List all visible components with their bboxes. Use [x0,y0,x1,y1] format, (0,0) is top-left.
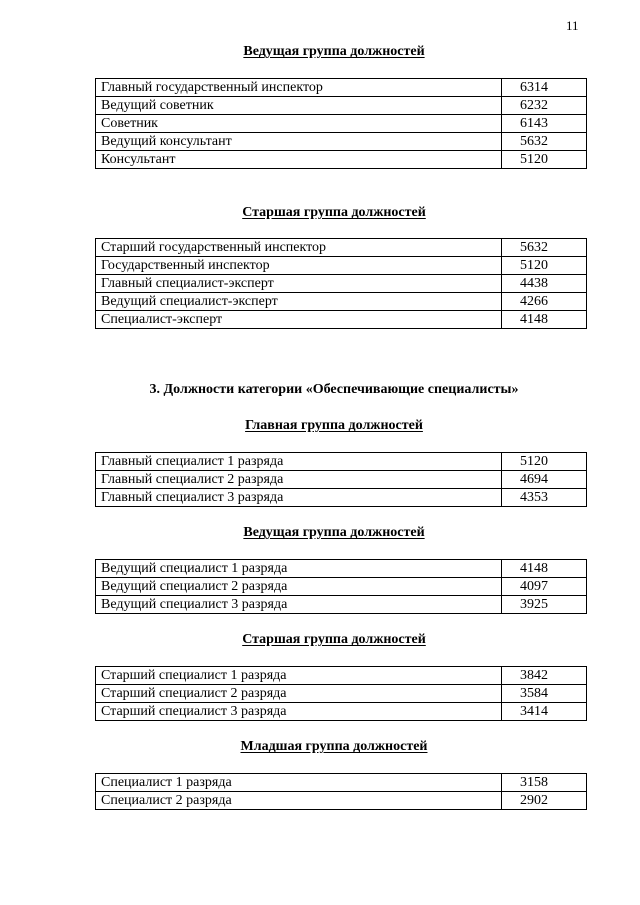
table-row [96,685,587,703]
position-salary: 4353 [502,489,587,507]
positions-table-senior [95,238,587,329]
position-salary: 3414 [502,703,587,721]
table-row [96,792,587,810]
table-row [96,703,587,721]
position-name: Главный государственный инспектор [96,79,502,97]
positions-table-senior-specialists [95,666,587,721]
position-salary: 3584 [502,685,587,703]
section-title: 3. Должности категории «Обеспечивающие специалисты» [149,382,519,397]
position-salary: 4694 [502,471,587,489]
position-name: Ведущий консультант [96,133,502,151]
position-salary: 5120 [502,453,587,471]
positions-table-main [95,452,587,507]
position-name: Государственный инспектор [96,257,502,275]
position-salary: 5632 [502,239,587,257]
table-row [96,257,587,275]
position-name: Главный специалист-эксперт [96,275,502,293]
position-salary: 5120 [502,257,587,275]
position-salary: 3842 [502,667,587,685]
group-heading-leading: Ведущая группа должностей [243,44,425,59]
position-salary: 4266 [502,293,587,311]
position-name: Ведущий специалист 3 разряда [96,596,502,614]
table-row [96,79,587,97]
table-row [96,774,587,792]
table-row [96,133,587,151]
positions-table-leading [95,78,587,169]
position-salary: 4148 [502,560,587,578]
position-salary: 6314 [502,79,587,97]
position-name: Старший специалист 2 разряда [96,685,502,703]
table-row [96,293,587,311]
position-salary: 6143 [502,115,587,133]
group-heading-junior: Младшая группа должностей [240,739,428,754]
position-salary: 4097 [502,578,587,596]
group-heading-senior-specialists: Старшая группа должностей [242,632,426,647]
position-name: Ведущий специалист 1 разряда [96,560,502,578]
position-salary: 3925 [502,596,587,614]
group-heading-main: Главная группа должностей [245,418,423,433]
positions-table-junior [95,773,587,810]
position-salary: 3158 [502,774,587,792]
group-heading-senior: Старшая группа должностей [242,205,426,220]
position-salary: 4148 [502,311,587,329]
position-salary: 5120 [502,151,587,169]
table-row [96,471,587,489]
position-name: Старший государственный инспектор [96,239,502,257]
position-name: Старший специалист 3 разряда [96,703,502,721]
position-salary: 5632 [502,133,587,151]
position-name: Главный специалист 2 разряда [96,471,502,489]
table-row [96,275,587,293]
table-row [96,311,587,329]
position-name: Главный специалист 1 разряда [96,453,502,471]
group-heading-leading-specialists: Ведущая группа должностей [243,525,425,540]
table-row [96,115,587,133]
position-salary: 2902 [502,792,587,810]
table-row [96,667,587,685]
position-name: Советник [96,115,502,133]
table-row [96,596,587,614]
table-row [96,97,587,115]
table-row [96,239,587,257]
position-name: Специалист 2 разряда [96,792,502,810]
position-name: Старший специалист 1 разряда [96,667,502,685]
position-name: Ведущий специалист 2 разряда [96,578,502,596]
position-name: Специалист 1 разряда [96,774,502,792]
position-salary: 6232 [502,97,587,115]
position-name: Ведущий советник [96,97,502,115]
table-row [96,578,587,596]
page-number: 11 [566,18,579,33]
table-row [96,489,587,507]
position-name: Консультант [96,151,502,169]
table-row [96,151,587,169]
position-salary: 4438 [502,275,587,293]
position-name: Главный специалист 3 разряда [96,489,502,507]
position-name: Специалист-эксперт [96,311,502,329]
table-row [96,453,587,471]
positions-table-leading-specialists [95,559,587,614]
table-row [96,560,587,578]
position-name: Ведущий специалист-эксперт [96,293,502,311]
